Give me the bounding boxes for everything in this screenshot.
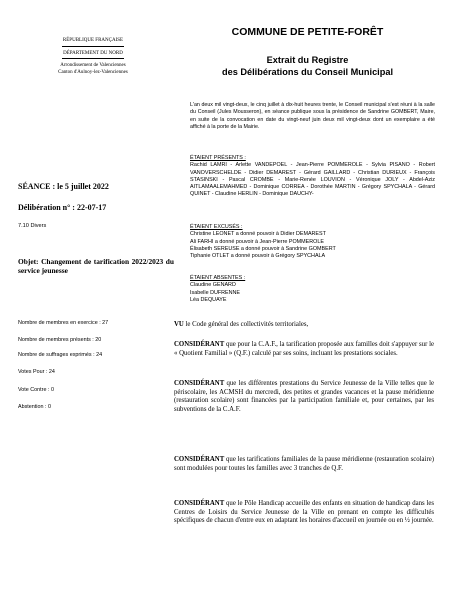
register-title bbox=[180, 55, 435, 78]
seance-date: SÉANCE : le 5 juillet 2022 bbox=[18, 182, 109, 191]
excuses-heading: ÉTAIENT EXCUSÉS : bbox=[190, 224, 243, 230]
considerant-paragraph bbox=[174, 380, 434, 415]
administrative-header bbox=[18, 38, 168, 76]
absents-line: Isabelle DUFRENNE bbox=[190, 289, 241, 296]
session-intro: L'an deux mil vingt-deux, le cinq juillet à dix-huit heures trente, le Conseil municipal s'est réuni à la salle du Conseil (Jules Mousseron), en séance publique sous la présidence de Sandrine GOMBERT, Maire, en suite de la convocation en date du vingt-neuf juin deux mil vingt-deux dont un exemplaire a été affiché à la porte de la Mairie. bbox=[190, 102, 435, 130]
arrondissement-label: Arrondissement de Valenciennes bbox=[60, 63, 126, 68]
vote-count-members: Nombre de membres en exercice : 27 bbox=[18, 320, 109, 326]
paragraph-text: le Code général des collectivités territoriales, bbox=[183, 321, 309, 328]
paragraph-lead: CONSIDÉRANT bbox=[174, 500, 225, 507]
considerant-paragraph bbox=[174, 500, 434, 526]
considerant-paragraph bbox=[174, 341, 434, 358]
paragraph-lead: CONSIDÉRANT bbox=[174, 456, 225, 463]
excuses-section bbox=[190, 224, 435, 260]
register-title-line1: Extrait du Registre bbox=[266, 55, 349, 65]
excuses-line: Tiphanie OTLET a donné pouvoir à Grégory SPYCHALA bbox=[190, 253, 326, 260]
paragraph-text: que le Pôle Handicap accueille des enfants en situation de handicap dans les Centres de Loisirs du Service Jeunesse de la Ville en prenant en compte les difficultés spécifiques de chacun d'entre eux en adaptant les horaires d'accueil en journée ou en ½ journée. bbox=[174, 500, 434, 525]
deliberation-number: Délibération n° : 22-07-17 bbox=[18, 203, 107, 212]
absents-line: Claudine GENARD bbox=[190, 282, 236, 289]
considerant-paragraph bbox=[174, 456, 434, 473]
vote-count-present: Nombre de membres présents : 20 bbox=[18, 337, 102, 343]
vote-count-for: Votes Pour : 24 bbox=[18, 369, 55, 375]
paragraph-lead: CONSIDÉRANT bbox=[174, 341, 225, 348]
absents-line: Léa DEQUAYE bbox=[190, 296, 227, 303]
paragraph-lead: CONSIDÉRANT bbox=[174, 380, 225, 387]
canton-label: Canton d'Aulnoy-lez-Valenciennes bbox=[58, 69, 128, 75]
republique-label: RÉPUBLIQUE FRANÇAISE bbox=[62, 38, 124, 43]
excuses-line: Ali FARHI a donné pouvoir à Jean-Pierre POMMEROLE bbox=[190, 238, 324, 245]
absents-heading: ÉTAIENT ABSENTES : bbox=[190, 275, 246, 281]
absents-section bbox=[190, 275, 435, 304]
vote-count-abstention: Abstention : 0 bbox=[18, 404, 51, 410]
header-divider bbox=[62, 46, 124, 47]
paragraph-lead: VU bbox=[174, 321, 184, 328]
departement-label: DÉPARTEMENT DU NORD bbox=[63, 50, 123, 56]
paragraph-text: que les différentes prestations du Service Jeunesse de la Ville telles que le périscolaire, les ACMSH du mercredi, des petites et grandes vacances et la pause méridienne (restauration scolaire) sont financées par la participation familiale et, pour certaines, par les subventions de la C.A.F. bbox=[174, 380, 434, 414]
excuses-line: Christine LEONET a donné pouvoir à Didier DEMAREST bbox=[190, 231, 326, 238]
paragraph-text: que pour la C.A.F., la tarification proposée aux familles doit s'appuyer sur le « Quotient Familial » (Q.F.) calculé par ses soins, incluant les prestations sociales. bbox=[174, 341, 434, 357]
commune-title: COMMUNE DE PETITE-FORÊT bbox=[231, 26, 384, 38]
excuses-line: Élisabeth SEREUSE a donné pouvoir à Sandrine GOMBERT bbox=[190, 245, 336, 252]
register-title-line2: des Délibérations du Conseil Municipal bbox=[221, 66, 394, 77]
paragraph-text: que les tarifications familiales de la pause méridienne (restauration scolaire) sont modulées pour toutes les familles avec 3 tranches de Q.F. bbox=[174, 456, 434, 472]
classification-code: 7.10 Divers bbox=[18, 223, 47, 229]
presents-section bbox=[190, 155, 435, 199]
vu-paragraph bbox=[174, 321, 434, 330]
objet-label: Objet: Changement de tarification 2022/2023 du service jeunesse bbox=[18, 257, 174, 275]
presents-list: Rachid LAMRI - Arlette VANDEPOEL - Jean-Pierre POMMEROLE - Sylvia PISANO - Robert VANOVERSCHELDE - Didier DEMAREST - Gérard GAILLARD - Christian DURIEUX - François STASINSKI - Pascal CROMBE - Marie-Renée LOUVION - Véronique JOLY - Abdel-Aziz AITLAMAALEMAHMED - Dominique CORREA - Dorothée MARTIN - Grégory SPYCHALA - Gérard QUINET - Claudine HERLIN - Dominique DAUCHY- bbox=[190, 162, 435, 198]
header-divider bbox=[62, 58, 124, 59]
presents-heading: ÉTAIENT PRÉSENTS : bbox=[190, 155, 246, 161]
vote-count-against: Vote Contre : 0 bbox=[18, 387, 54, 393]
vote-count-expressed: Nombre de suffrages exprimés : 24 bbox=[18, 352, 103, 358]
